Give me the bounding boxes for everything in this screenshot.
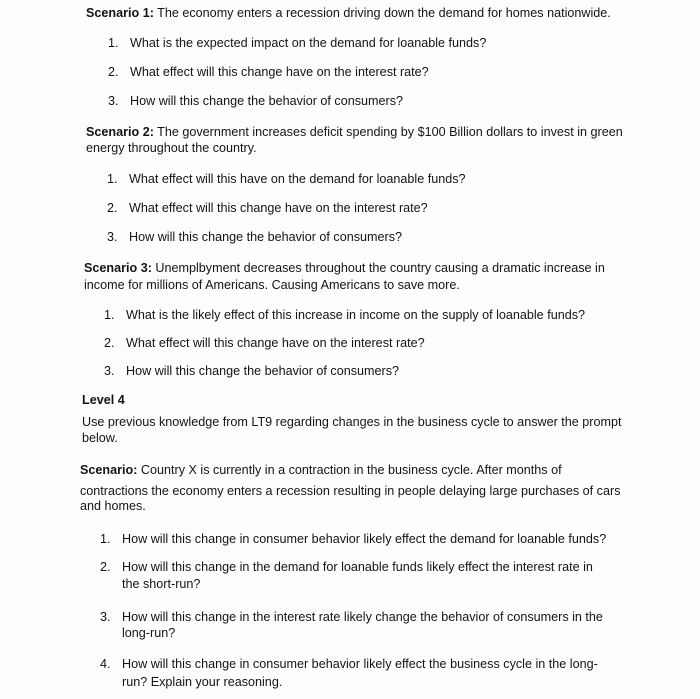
level-4-question-2-line-1: 2. How will this change in the demand for loanable funds likely effect the interest rate in xyxy=(100,560,593,574)
level-4-question-4-line-2: run? Explain your reasoning. xyxy=(122,675,283,689)
level-4-question-3-line-2: long-run? xyxy=(122,626,176,640)
level-4-heading: Level 4 xyxy=(82,393,125,407)
level-4-scenario-label: Scenario: xyxy=(80,463,138,477)
level-4-intro-line-2: below. xyxy=(82,431,118,445)
level-4-scenario-line-3: and homes. xyxy=(80,499,146,513)
scenario-1-question-1: 1. What is the expected impact on the demand for loanable funds? xyxy=(108,36,487,50)
scenario-2-intro-line-2: energy throughout the country. xyxy=(86,141,257,155)
scenario-3-question-3: 3. How will this change the behavior of consumers? xyxy=(104,364,400,378)
level-4-intro-line-1: Use previous knowledge from LT9 regarding changes in the business cycle to answer the prompt xyxy=(82,415,622,429)
scenario-1-text: The economy enters a recession driving down the demand for homes nationwide. xyxy=(153,6,611,20)
level-4-scenario-line-2: contractions the economy enters a recession resulting in people delaying large purchases of cars xyxy=(80,484,621,498)
level-4-scenario-line-1: Scenario: Country X is currently in a contraction in the business cycle. After months of xyxy=(80,463,562,477)
scenario-1-intro xyxy=(86,6,611,21)
level-4-question-4-line-1: 4. How will this change in consumer behavior likely effect the business cycle in the long- xyxy=(100,657,598,671)
scenario-2-question-1: 1. What effect will this have on the demand for loanable funds? xyxy=(107,172,466,186)
scenario-3-question-2: 2. What effect will this change have on the interest rate? xyxy=(104,336,425,350)
scenario-2-question-3: 3. How will this change the behavior of consumers? xyxy=(107,230,403,244)
scenario-2-question-2: 2. What effect will this change have on the interest rate? xyxy=(107,201,428,215)
level-4-question-2-line-2: the short-run? xyxy=(122,577,201,591)
scenario-2-label: Scenario 2: xyxy=(86,125,154,139)
scenario-3-question-1: 1. What is the likely effect of this increase in income on the supply of loanable funds? xyxy=(104,308,586,322)
level-4-question-3-line-1: 3. How will this change in the interest rate likely change the behavior of consumers in the xyxy=(100,610,603,624)
scenario-3-intro-line-1: Scenario 3: Unemplbyment decreases throughout the country causing a dramatic increase in xyxy=(84,261,605,275)
level-4-question-1: 1. How will this change in consumer behavior likely effect the demand for loanable funds? xyxy=(100,532,607,546)
scenario-3-label: Scenario 3: xyxy=(84,261,152,275)
scenario-1-question-2: 2. What effect will this change have on the interest rate? xyxy=(108,65,429,79)
scenario-1-label: Scenario 1: xyxy=(86,6,154,20)
scenario-2-intro-line-1: Scenario 2: The government increases deficit spending by $100 Billion dollars to invest in green xyxy=(86,125,623,139)
scenario-3-intro-line-2: income for millions of Americans. Causing Americans to save more. xyxy=(84,278,460,292)
scenario-1-question-3: 3. How will this change the behavior of consumers? xyxy=(108,94,404,108)
